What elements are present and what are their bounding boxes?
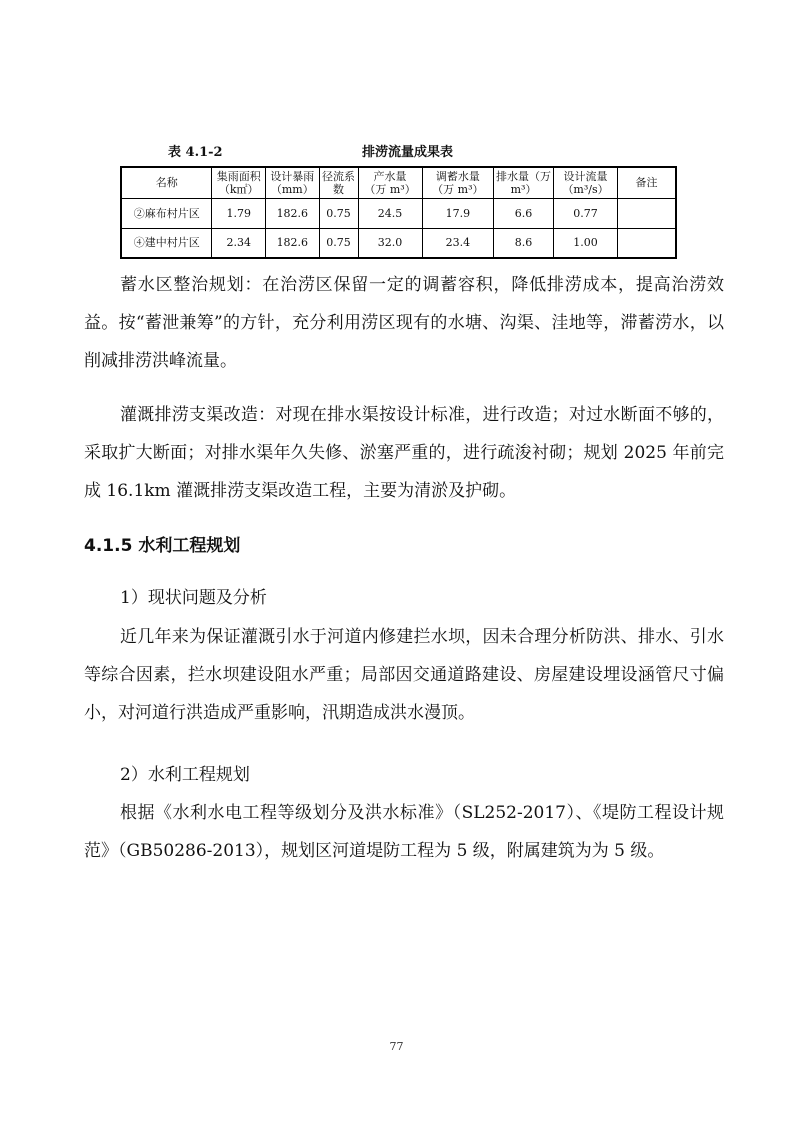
table-row: [121, 228, 676, 258]
section-heading: 4.1.5 水利工程规划: [84, 536, 241, 556]
subsection-issues-heading: 1）现状问题及分析: [120, 588, 267, 608]
table-cell: 0.77: [553, 198, 617, 228]
paragraph-canal-plan: 灌溉排涝支渠改造：对现在排水渠按设计标准，进行改造；对过水断面不够的，采取扩大断面；对排水渠年久失修、淤塞严重的，进行疏浚衬砌；规划 2025 年前完成 16.1km 灌溉排涝支渠改造工程，主要为清淤及护砌。: [84, 405, 724, 501]
drainage-flow-table: [120, 166, 677, 259]
col-header-design-rainstorm: 设计暴雨 （mm）: [266, 167, 320, 198]
paragraph-issues: 近几年来为保证灌溉引水于河道内修建拦水坝，因未合理分析防洪、排水、引水等综合因素，拦水坝建设阻水严重；局部因交通道路建设、房屋建设埋设涵管尺寸偏小，对河道行洪造成严重影响，汛期造成洪水漫顶。: [84, 627, 724, 723]
table-number: 表 4.1-2: [168, 145, 223, 160]
col-header-runoff-coefficient: 径流系 数: [319, 167, 358, 198]
table-title: 排涝流量成果表: [362, 145, 454, 160]
col-header-name: 名称: [121, 167, 212, 198]
table-caption: [122, 141, 678, 161]
col-header-storage-volume: 调蓄水量 （万 m³）: [422, 167, 493, 198]
table-cell: ④建中村片区: [121, 228, 212, 258]
col-header-remarks: 备注: [618, 167, 676, 198]
table-cell: 17.9: [422, 198, 493, 228]
col-header-catchment-area: 集雨面积 （k㎡）: [212, 167, 266, 198]
table-cell: 8.6: [494, 228, 554, 258]
table-cell: 2.34: [212, 228, 266, 258]
page-number: 77: [389, 1040, 404, 1053]
col-header-design-flow: 设计流量 （m³/s）: [553, 167, 617, 198]
paragraph-storage-plan: 蓄水区整治规划：在治涝区保留一定的调蓄容积，降低排涝成本，提高治涝效益。按“蓄泄兼筹”的方针，充分利用涝区现有的水塘、沟渠、洼地等，滞蓄涝水，以削减排涝洪峰流量。: [84, 275, 724, 371]
table-cell: [618, 228, 676, 258]
paragraph-standards: 根据《水利水电工程等级划分及洪水标准》（SL252-2017）、《堤防工程设计规范》（GB50286-2013），规划区河道堤防工程为 5 级，附属建筑为为 5 级。: [84, 803, 724, 861]
table-cell: 1.79: [212, 198, 266, 228]
table-cell: 6.6: [494, 198, 554, 228]
table-cell: 23.4: [422, 228, 493, 258]
table-cell: 0.75: [319, 228, 358, 258]
table-cell: 32.0: [358, 228, 422, 258]
table-cell: 24.5: [358, 198, 422, 228]
subsection-planning-heading: 2）水利工程规划: [120, 765, 250, 785]
table-header-row: [121, 167, 676, 198]
table-cell: ②麻布村片区: [121, 198, 212, 228]
table-cell: [618, 198, 676, 228]
col-header-drainage-volume: 排水量（万 m³）: [494, 167, 554, 198]
table-cell: 182.6: [266, 198, 320, 228]
table-cell: 182.6: [266, 228, 320, 258]
table-cell: 0.75: [319, 198, 358, 228]
table-cell: 1.00: [553, 228, 617, 258]
table-row: [121, 198, 676, 228]
col-header-water-yield: 产水量 （万 m³）: [358, 167, 422, 198]
